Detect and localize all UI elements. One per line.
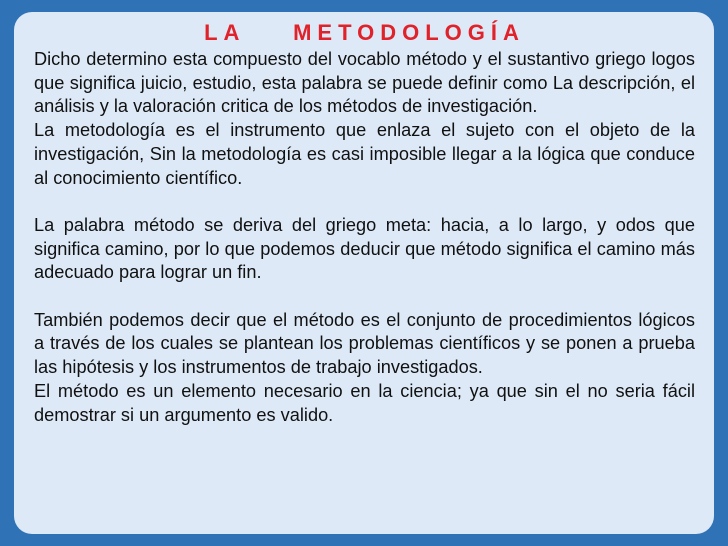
spacer — [34, 190, 695, 214]
paragraph-necessity: El método es un elemento necesario en la ciencia; ya que sin el no seria fácil demostrar si un argumento es valido. — [34, 380, 695, 425]
slide-title: LA METODOLOGÍA — [204, 20, 525, 45]
slide-panel — [14, 12, 714, 534]
spacer — [34, 285, 695, 309]
paragraph-etymology: La palabra método se deriva del griego meta: hacia, a lo largo, y odos que significa camino, por lo que podemos deducir que método significa el camino más adecuado para lograr un fin. — [34, 214, 695, 283]
paragraph-instrument: La metodología es el instrumento que enlaza el sujeto con el objeto de la investigación, Sin la metodología es casi imposible llegar a la lógica que conduce al conocimiento científico. — [34, 120, 695, 188]
paragraph-definition: Dicho determino esta compuesto del vocablo método y el sustantivo griego logos que significa juicio, estudio, esta palabra se puede definir como La descripción, el análisis y la valoración critica de los métodos de investigación. — [34, 49, 695, 117]
paragraph-procedures: También podemos decir que el método es el conjunto de procedimientos lógicos a través de los cuales se plantean los problemas científicos y se ponen a prueba las hipótesis y los instrumentos de trabajo investigados. — [34, 309, 695, 378]
